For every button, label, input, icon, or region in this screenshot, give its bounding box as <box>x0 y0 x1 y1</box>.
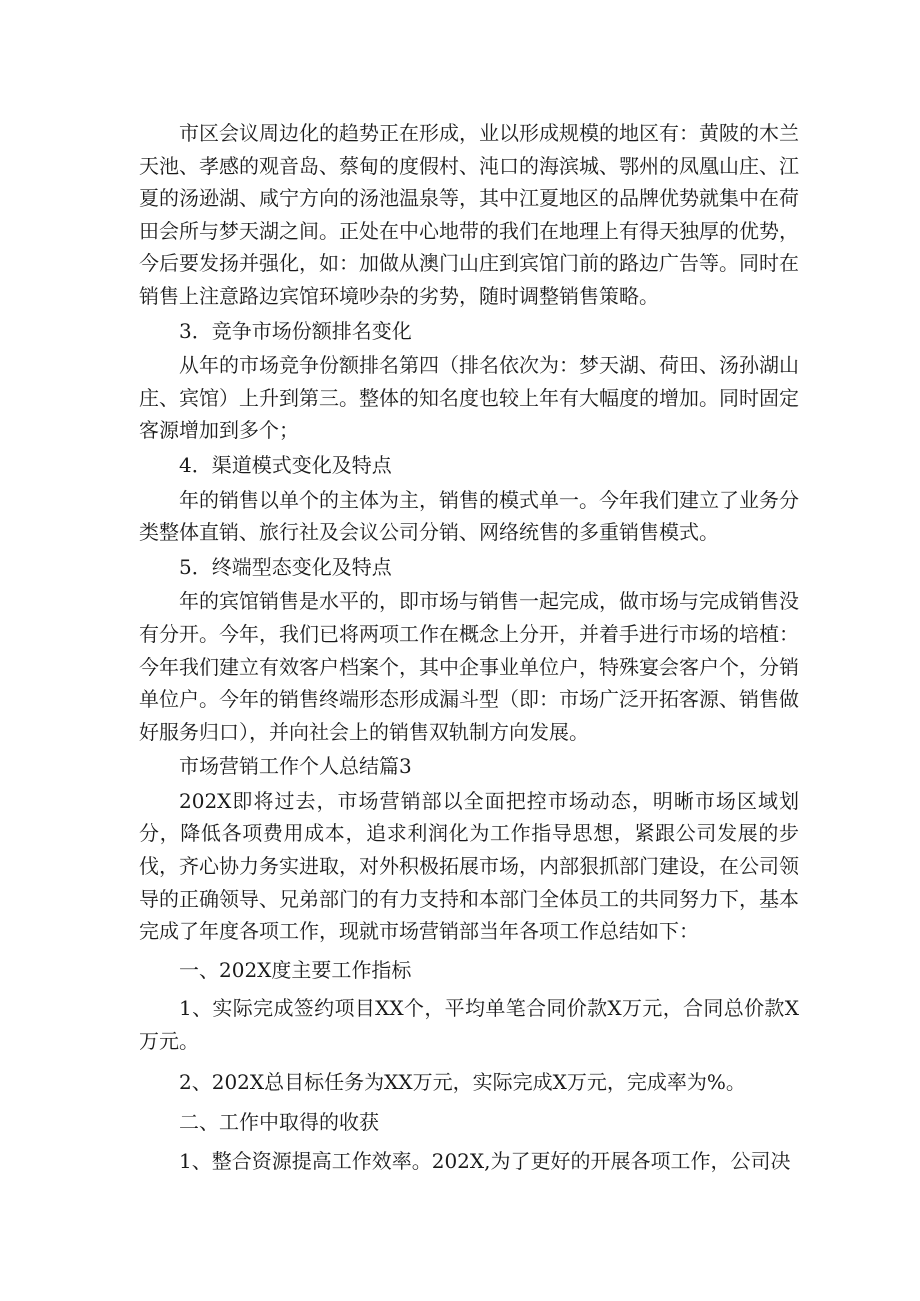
paragraph-venue-trend: 市区会议周边化的趋势正在形成，业以形成规模的地区有：黄陂的木兰天池、孝感的观音岛、蔡甸的度假村、沌口的海滨城、鄂州的凤凰山庄、江夏的汤逊湖、咸宁方向的汤池温泉等，其中江夏地区的品牌优势就集中在荷田会所与梦天湖之间。正处在中心地带的我们在地理上有得天独厚的优势，今后要发扬并强化，如：加做从澳门山庄到宾馆门前的路边广告等。同时在销售上注意路边宾馆环境吵杂的劣势，随时调整销售策略。 <box>139 121 799 308</box>
paragraph-summary-intro: 202X即将过去，市场营销部以全面把控市场动态，明晰市场区域划分，降低各项费用成本，追求利润化为工作指导思想，紧跟公司发展的步伐，齐心协力务实进取，对外积极拓展市场，内部狠抓部门建设，在公司领导的正确领导、兄弟部门的有力支持和本部门全体员工的共同努力下，基本完成了年度各项工作，现就市场营销部当年各项工作总结如下： <box>139 788 799 944</box>
paragraph-achievement-1: 1、整合资源提高工作效率。202X,为了更好的开展各项工作，公司决 <box>179 1148 791 1173</box>
paragraph-market-share: 从年的市场竞争份额排名第四（排名依次为：梦天湖、荷田、汤孙湖山庄、宾馆）上升到第三。整体的知名度也较上年有大幅度的增加。同时固定客源增加到多个； <box>139 353 799 443</box>
heading-summary-part3: 市场营销工作个人总结篇3 <box>179 754 412 779</box>
paragraph-channel-mode: 年的销售以单个的主体为主，销售的模式单一。今年我们建立了业务分类整体直销、旅行社及会议公司分销、网络统售的多重销售模式。 <box>139 487 799 545</box>
heading-market-share: 3．竞争市场份额排名变化 <box>179 318 412 343</box>
heading-main-indicators: 一、202X度主要工作指标 <box>179 957 412 982</box>
document-body <box>139 117 799 1177</box>
paragraph-terminal-form: 年的宾馆销售是水平的，即市场与销售一起完成，做市场与完成销售没有分开。今年，我们已将两项工作在概念上分开，并着手进行市场的培植：今年我们建立有效客户档案个，其中企事业单位户，特殊宴会客户个，分销单位户。今年的销售终端形态形成漏斗型（即：市场广泛开拓客源、销售做好服务归口），并向社会上的销售双轨制方向发展。 <box>139 589 799 744</box>
heading-achievements: 二、工作中取得的收获 <box>179 1110 379 1135</box>
paragraph-indicator-1: 1、实际完成签约项目XX个，平均单笔合同价款X万元，合同总价款X万元。 <box>139 996 799 1054</box>
heading-channel-mode: 4．渠道模式变化及特点 <box>179 452 392 477</box>
paragraph-indicator-2: 2、202X总目标任务为XX万元，实际完成X万元，完成率为%。 <box>179 1069 746 1094</box>
heading-terminal-form: 5．终端型态变化及特点 <box>179 554 392 579</box>
